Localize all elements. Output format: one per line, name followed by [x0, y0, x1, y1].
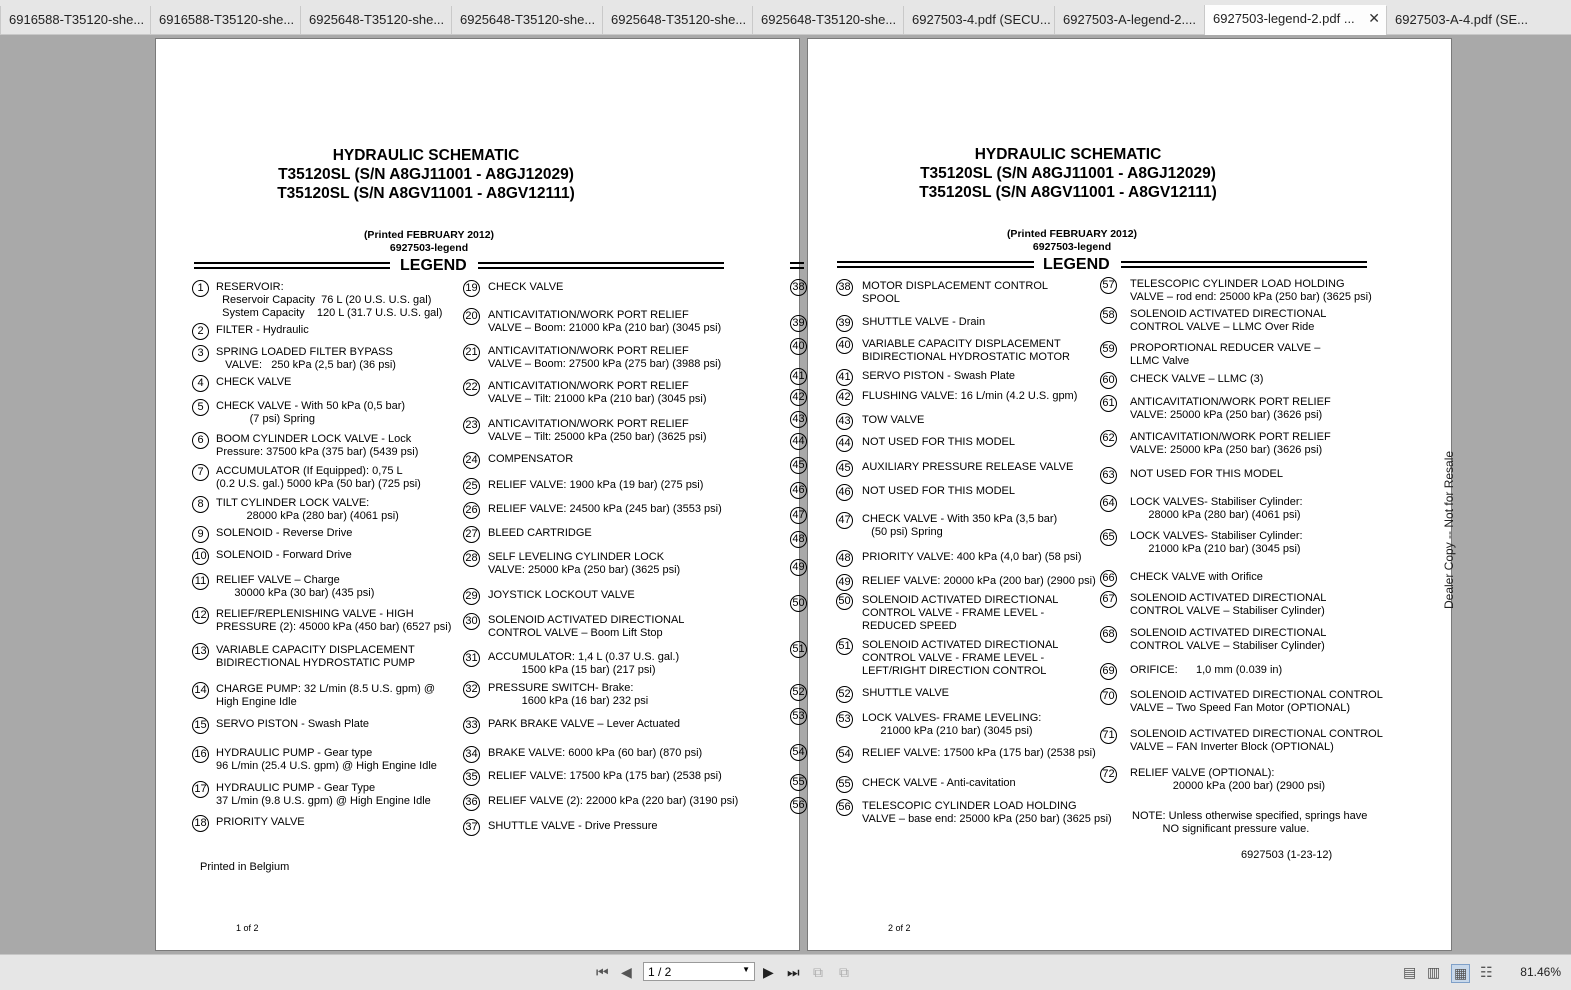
legend-item-text: SHUTTLE VALVE - Drive Pressure — [488, 820, 658, 832]
legend-item-text: CHECK VALVE - With 50 kPa (0,5 bar) (7 psi) Spring — [216, 400, 406, 425]
legend-item-number: 54 — [836, 746, 853, 763]
legend-item-text: SOLENOID - Forward Drive — [216, 549, 352, 561]
doc-title-line3: T35120SL (S/N A8GV11001 - A8GV12111) — [277, 185, 575, 202]
close-icon[interactable]: ✕ — [1368, 10, 1380, 26]
forward-view-icon[interactable]: ⧉ — [839, 964, 849, 980]
legend-item-number: 39 — [836, 315, 853, 332]
legend-item-text: PARK BRAKE VALVE – Lever Actuated — [488, 718, 680, 730]
legend-item-text: RELIEF VALVE (2): 22000 kPa (220 bar) (3190 psi) — [488, 795, 739, 807]
legend-item-text: RELIEF VALVE: 1900 kPa (19 bar) (275 psi) — [488, 479, 704, 491]
legend-item-text: PRIORITY VALVE: 400 kPa (4,0 bar) (58 psi) — [862, 551, 1082, 563]
legend-item-text: TOW VALVE — [862, 414, 925, 426]
legend-item-number: 63 — [1100, 467, 1117, 484]
bleed-item-number: 39 — [790, 315, 807, 332]
legend-item-text: SERVO PISTON - Swash Plate — [216, 718, 370, 730]
legend-item-number: 13 — [192, 643, 209, 660]
legend-item-text: RESERVOIR: Reservoir Capacity 76 L (20 U.S. U.S. gal) System Capacity 120 L (31.7 U.S. U.S. gal) — [216, 281, 443, 319]
legend-item-number: 11 — [192, 573, 209, 590]
divider — [790, 262, 804, 269]
legend-item-text: ANTICAVITATION/WORK PORT RELIEF VALVE – Tilt: 21000 kPa (210 bar) (3045 psi) — [488, 380, 707, 405]
legend-item-text: SOLENOID ACTIVATED DIRECTIONAL CONTROL VALVE – Two Speed Fan Motor (OPTIONAL) — [1130, 689, 1383, 714]
legend-item-text: SOLENOID ACTIVATED DIRECTIONAL CONTROL VALVE – Stabiliser Cylinder) — [1130, 627, 1327, 652]
continuous-facing-view-icon[interactable]: ☷ — [1480, 964, 1493, 980]
legend-item-number: 40 — [836, 337, 853, 354]
doc-title-line2: T35120SL (S/N A8GJ11001 - A8GJ12029) — [278, 166, 574, 183]
legend-item-number: 53 — [836, 711, 853, 728]
legend-item-text: ANTICAVITATION/WORK PORT RELIEF VALVE – Boom: 27500 kPa (275 bar) (3988 psi) — [488, 345, 722, 370]
legend-item-number: 29 — [463, 588, 480, 605]
tab-document[interactable]: 6925648-T35120-she... — [300, 6, 451, 34]
bleed-item-number: 45 — [790, 457, 807, 474]
tab-document[interactable]: 6927503-4.pdf (SECU... — [903, 6, 1054, 34]
legend-item-number: 65 — [1100, 529, 1117, 546]
legend-item-number: 47 — [836, 512, 853, 529]
legend-item-text: SOLENOID ACTIVATED DIRECTIONAL CONTROL VALVE – Boom Lift Stop — [488, 614, 685, 639]
legend-item-text: HYDRAULIC PUMP - Gear Type 37 L/min (9.8 U.S. gpm) @ High Engine Idle — [216, 782, 431, 807]
bleed-item-number: 53 — [790, 708, 807, 725]
legend-item-text: ANTICAVITATION/WORK PORT RELIEF VALVE: 25000 kPa (250 bar) (3626 psi) — [1130, 396, 1331, 421]
legend-item-text: SELF LEVELING CYLINDER LOCK VALVE: 25000 kPa (250 bar) (3625 psi) — [488, 551, 681, 576]
legend-item-text: NOT USED FOR THIS MODEL — [1130, 468, 1284, 480]
legend-item-text: PRESSURE SWITCH- Brake: 1600 kPa (16 bar) 232 psi — [488, 682, 649, 707]
pdf-page-1 — [155, 38, 805, 951]
legend-item-text: CHECK VALVE — [488, 281, 564, 293]
prev-page-icon[interactable]: ◀ — [621, 964, 632, 980]
legend-item-text: FLUSHING VALVE: 16 L/min (4.2 U.S. gpm) — [862, 390, 1078, 402]
back-view-icon[interactable]: ⧉ — [813, 964, 823, 980]
bleed-item-number: 44 — [790, 433, 807, 450]
bleed-item-number: 56 — [790, 797, 807, 814]
legend-item-text: VARIABLE CAPACITY DISPLACEMENT BIDIRECTIONAL HYDROSTATIC MOTOR — [862, 338, 1070, 363]
legend-item-number: 27 — [463, 526, 480, 543]
legend-item-text: SPRING LOADED FILTER BYPASS VALVE: 250 kPa (2,5 bar) (36 psi) — [216, 346, 396, 371]
doc-title-line2: T35120SL (S/N A8GJ11001 - A8GJ12029) — [920, 165, 1216, 182]
last-page-icon[interactable]: ⏭ — [787, 964, 800, 980]
legend-item-text: BOOM CYLINDER LOCK VALVE - Lock Pressure: 37500 kPa (375 bar) (5439 psi) — [216, 433, 419, 458]
legend-item-text: ACCUMULATOR (If Equipped): 0,75 L (0.2 U.S. gal.) 5000 kPa (50 bar) (725 psi) — [216, 465, 421, 490]
tab-document[interactable]: 6916588-T35120-she... — [0, 6, 150, 34]
legend-item-text: CHECK VALVE — [216, 376, 292, 388]
bleed-item-number: 55 — [790, 774, 807, 791]
tab-document[interactable]: 6916588-T35120-she... — [150, 6, 300, 34]
legend-item-number: 55 — [836, 776, 853, 793]
legend-item-number: 45 — [836, 460, 853, 477]
bleed-item-number: 48 — [790, 531, 807, 548]
legend-item-text: SOLENOID - Reverse Drive — [216, 527, 353, 539]
legend-item-text: MOTOR DISPLACEMENT CONTROL SPOOL — [862, 280, 1049, 305]
legend-item-number: 8 — [192, 496, 209, 513]
legend-item-text: JOYSTICK LOCKOUT VALVE — [488, 589, 635, 601]
legend-item-number: 23 — [463, 417, 480, 434]
tab-label: 6927503-legend-2.pdf ... — [1213, 11, 1355, 26]
legend-item-number: 5 — [192, 399, 209, 416]
bleed-item-number: 46 — [790, 482, 807, 499]
legend-item-number: 48 — [836, 550, 853, 567]
pdf-page-2 — [807, 38, 1456, 951]
legend-item-number: 57 — [1100, 277, 1117, 294]
page-number: 2 of 2 — [888, 923, 911, 933]
legend-item-number: 34 — [463, 746, 480, 763]
status-bar — [0, 954, 1571, 990]
divider — [1121, 261, 1367, 268]
divider — [478, 262, 724, 269]
legend-item-number: 56 — [836, 799, 853, 816]
tab-document-active[interactable] — [1204, 5, 1386, 35]
legend-item-number: 30 — [463, 613, 480, 630]
legend-item-text: SOLENOID ACTIVATED DIRECTIONAL CONTROL VALVE - FRAME LEVEL - LEFT/RIGHT DIRECTION CONTROL — [862, 639, 1059, 677]
legend-item-number: 32 — [463, 681, 480, 698]
legend-item-text: LOCK VALVES- FRAME LEVELING: 21000 kPa (210 bar) (3045 psi) — [862, 712, 1042, 737]
tab-document[interactable]: 6925648-T35120-she... — [602, 6, 752, 34]
legend-item-number: 1 — [192, 280, 209, 297]
legend-item-number: 36 — [463, 794, 480, 811]
divider — [837, 261, 1034, 268]
legend-item-number: 28 — [463, 550, 480, 567]
legend-item-number: 9 — [192, 526, 209, 543]
legend-item-number: 4 — [192, 375, 209, 392]
legend-item-number: 70 — [1100, 688, 1117, 705]
tab-bar — [0, 0, 1571, 35]
legend-item-number: 46 — [836, 484, 853, 501]
legend-item-text: NOT USED FOR THIS MODEL — [862, 436, 1016, 448]
legend-item-text: RELIEF VALVE: 20000 kPa (200 bar) (2900 psi) — [862, 575, 1096, 587]
legend-item-number: 17 — [192, 781, 209, 798]
legend-item-number: 49 — [836, 574, 853, 591]
legend-item-number: 51 — [836, 638, 853, 655]
legend-item-number: 67 — [1100, 591, 1117, 608]
legend-item-text: ORIFICE: 1,0 mm (0.039 in) — [1130, 664, 1283, 676]
continuous-view-icon[interactable]: ▥ — [1427, 964, 1441, 980]
legend-item-number: 19 — [463, 280, 480, 297]
legend-item-number: 66 — [1100, 570, 1117, 587]
legend-item-text: TELESCOPIC CYLINDER LOAD HOLDING VALVE – rod end: 25000 kPa (250 bar) (3625 psi) — [1130, 278, 1372, 303]
legend-item-number: 64 — [1100, 495, 1117, 512]
doc-title: HYDRAULIC SCHEMATIC — [332, 147, 520, 164]
legend-item-number: 43 — [836, 413, 853, 430]
legend-heading: LEGEND — [1043, 256, 1110, 273]
legend-item-number: 44 — [836, 435, 853, 452]
bleed-item-number: 38 — [790, 279, 807, 296]
bleed-item-number: 47 — [790, 507, 807, 524]
bleed-item-number: 54 — [790, 744, 807, 761]
legend-item-text: NOT USED FOR THIS MODEL — [862, 485, 1016, 497]
legend-item-text: RELIEF VALVE (OPTIONAL): 20000 kPa (200 bar) (2900 psi) — [1130, 767, 1326, 792]
bleed-item-number: 50 — [790, 595, 807, 612]
legend-item-text: LOCK VALVES- Stabiliser Cylinder: 28000 kPa (280 bar) (4061 psi) — [1130, 496, 1303, 521]
legend-item-number: 2 — [192, 323, 209, 340]
legend-item-number: 21 — [463, 344, 480, 361]
legend-item-number: 42 — [836, 389, 853, 406]
legend-item-number: 12 — [192, 607, 209, 624]
legend-item-text: SERVO PISTON - Swash Plate — [862, 370, 1016, 382]
legend-item-text: SOLENOID ACTIVATED DIRECTIONAL CONTROL VALVE – FAN Inverter Block (OPTIONAL) — [1130, 728, 1383, 753]
page-number-input[interactable] — [643, 962, 755, 981]
legend-item-number: 52 — [836, 686, 853, 703]
tab-document[interactable]: 6925648-T35120-she... — [752, 6, 903, 34]
legend-heading: LEGEND — [400, 257, 467, 274]
bleed-item-number: 51 — [790, 641, 807, 658]
legend-item-text: RELIEF VALVE: 24500 kPa (245 bar) (3553 psi) — [488, 503, 722, 515]
legend-item-number: 3 — [192, 345, 209, 362]
legend-item-text: TELESCOPIC CYLINDER LOAD HOLDING VALVE – base end: 25000 kPa (250 bar) (3625 psi) — [862, 800, 1112, 825]
legend-item-text: BLEED CARTRIDGE — [488, 527, 592, 539]
doc-number: 6927503-legend — [1032, 241, 1112, 253]
printed-date: (Printed FEBRUARY 2012) — [1006, 228, 1138, 240]
legend-item-number: 61 — [1100, 395, 1117, 412]
legend-item-number: 20 — [463, 308, 480, 325]
legend-item-number: 50 — [836, 593, 853, 610]
legend-item-text: SHUTTLE VALVE — [862, 687, 950, 699]
legend-item-text: AUXILIARY PRESSURE RELEASE VALVE — [862, 461, 1074, 473]
legend-item-text: BRAKE VALVE: 6000 kPa (60 bar) (870 psi) — [488, 747, 703, 759]
page-number: 1 of 2 — [236, 923, 259, 933]
legend-item-text: RELIEF VALVE: 17500 kPa (175 bar) (2538 psi) — [488, 770, 722, 782]
watermark-text: Dealer Copy -- Not for Resale — [1442, 450, 1456, 609]
legend-item-text: SOLENOID ACTIVATED DIRECTIONAL CONTROL VALVE – Stabiliser Cylinder) — [1130, 592, 1327, 617]
legend-item-number: 7 — [192, 464, 209, 481]
doc-title: HYDRAULIC SCHEMATIC — [974, 146, 1162, 163]
doc-title-line3: T35120SL (S/N A8GV11001 - A8GV12111) — [919, 184, 1217, 201]
legend-item-text: ANTICAVITATION/WORK PORT RELIEF VALVE – Boom: 21000 kPa (210 bar) (3045 psi) — [488, 309, 722, 334]
legend-item-text: PRIORITY VALVE — [216, 816, 305, 828]
spring-note: NOTE: Unless otherwise specified, springs have NO significant pressure value. — [1132, 810, 1368, 835]
legend-item-text: ACCUMULATOR: 1,4 L (0.37 U.S. gal.) 1500 kPa (15 bar) (217 psi) — [488, 651, 680, 676]
tab-document[interactable]: 6925648-T35120-she... — [451, 6, 602, 34]
legend-item-text: VARIABLE CAPACITY DISPLACEMENT BIDIRECTIONAL HYDROSTATIC PUMP — [216, 644, 416, 669]
legend-item-text: CHECK VALVE – LLMC (3) — [1130, 373, 1264, 385]
legend-item-text: CHECK VALVE with Orifice — [1130, 571, 1263, 583]
legend-item-text: TILT CYLINDER LOCK VALVE: 28000 kPa (280 bar) (4061 psi) — [216, 497, 399, 522]
legend-item-text: CHECK VALVE - With 350 kPa (3,5 bar) (50 psi) Spring — [862, 513, 1058, 538]
doc-number: 6927503-legend — [389, 242, 469, 254]
single-page-view-icon[interactable]: ▤ — [1403, 964, 1417, 980]
zoom-level[interactable]: 81.46% — [1520, 965, 1561, 979]
legend-item-number: 25 — [463, 478, 480, 495]
legend-item-number: 6 — [192, 432, 209, 449]
legend-item-text: RELIEF VALVE: 17500 kPa (175 bar) (2538 psi) — [862, 747, 1096, 759]
legend-item-number: 24 — [463, 452, 480, 469]
legend-item-text: RELIEF VALVE – Charge 30000 kPa (30 bar) (435 psi) — [216, 574, 375, 599]
page-indicator: 1 / 2 — [648, 965, 672, 979]
document-viewer[interactable] — [0, 35, 1571, 953]
bleed-item-number: 41 — [790, 368, 807, 385]
bleed-item-number: 52 — [790, 684, 807, 701]
legend-item-text: PROPORTIONAL REDUCER VALVE – LLMC Valve — [1130, 342, 1321, 367]
legend-item-number: 71 — [1100, 727, 1117, 744]
legend-item-number: 14 — [192, 682, 209, 699]
legend-item-number: 68 — [1100, 626, 1117, 643]
next-page-icon[interactable]: ▶ — [763, 964, 774, 980]
bleed-item-number: 42 — [790, 389, 807, 406]
legend-item-number: 62 — [1100, 430, 1117, 447]
legend-item-number: 22 — [463, 379, 480, 396]
legend-item-number: 37 — [463, 819, 480, 836]
legend-item-number: 35 — [463, 769, 480, 786]
legend-item-number: 59 — [1100, 341, 1117, 358]
legend-item-text: HYDRAULIC PUMP - Gear type 96 L/min (25.4 U.S. gpm) @ High Engine Idle — [216, 747, 437, 772]
legend-item-number: 31 — [463, 650, 480, 667]
legend-item-number: 60 — [1100, 372, 1117, 389]
printed-in: Printed in Belgium — [200, 861, 290, 873]
legend-item-number: 58 — [1100, 307, 1117, 324]
chevron-down-icon[interactable]: ▼ — [742, 965, 750, 974]
legend-item-number: 72 — [1100, 766, 1117, 783]
legend-item-number: 41 — [836, 369, 853, 386]
facing-view-icon[interactable]: ▦ — [1451, 964, 1470, 983]
legend-item-number: 33 — [463, 717, 480, 734]
legend-item-text: RELIEF/REPLENISHING VALVE - HIGH PRESSURE (2): 45000 kPa (450 bar) (6527 psi) — [216, 608, 452, 633]
legend-item-text: LOCK VALVES- Stabiliser Cylinder: 21000 kPa (210 bar) (3045 psi) — [1130, 530, 1303, 555]
legend-item-text: CHARGE PUMP: 32 L/min (8.5 U.S. gpm) @ High Engine Idle — [216, 683, 436, 708]
legend-item-text: COMPENSATOR — [488, 453, 574, 465]
legend-item-number: 15 — [192, 717, 209, 734]
legend-item-number: 10 — [192, 548, 209, 565]
legend-item-number: 38 — [836, 279, 853, 296]
bleed-item-number: 40 — [790, 338, 807, 355]
legend-item-number: 69 — [1100, 663, 1117, 680]
legend-item-text: SHUTTLE VALVE - Drain — [862, 316, 986, 328]
first-page-icon[interactable]: ⏮ — [596, 964, 609, 980]
legend-item-number: 18 — [192, 815, 209, 832]
legend-item-text: SOLENOID ACTIVATED DIRECTIONAL CONTROL VALVE - FRAME LEVEL - REDUCED SPEED — [862, 594, 1059, 632]
legend-item-text: CHECK VALVE - Anti-cavitation — [862, 777, 1016, 789]
printed-date: (Printed FEBRUARY 2012) — [363, 229, 495, 241]
legend-item-number: 16 — [192, 746, 209, 763]
tab-document[interactable]: 6927503-A-legend-2.... — [1054, 6, 1204, 34]
bleed-item-number: 43 — [790, 411, 807, 428]
tab-document[interactable]: 6927503-A-4.pdf (SE... — [1386, 6, 1536, 34]
legend-item-text: ANTICAVITATION/WORK PORT RELIEF VALVE – Tilt: 25000 kPa (250 bar) (3625 psi) — [488, 418, 707, 443]
legend-item-text: ANTICAVITATION/WORK PORT RELIEF VALVE: 25000 kPa (250 bar) (3626 psi) — [1130, 431, 1331, 456]
legend-item-text: SOLENOID ACTIVATED DIRECTIONAL CONTROL VALVE – LLMC Over Ride — [1130, 308, 1327, 333]
legend-item-number: 26 — [463, 502, 480, 519]
doc-reference: 6927503 (1-23-12) — [1241, 849, 1333, 861]
legend-item-text: FILTER - Hydraulic — [216, 324, 309, 336]
bleed-item-number: 49 — [790, 559, 807, 576]
divider — [194, 262, 390, 269]
